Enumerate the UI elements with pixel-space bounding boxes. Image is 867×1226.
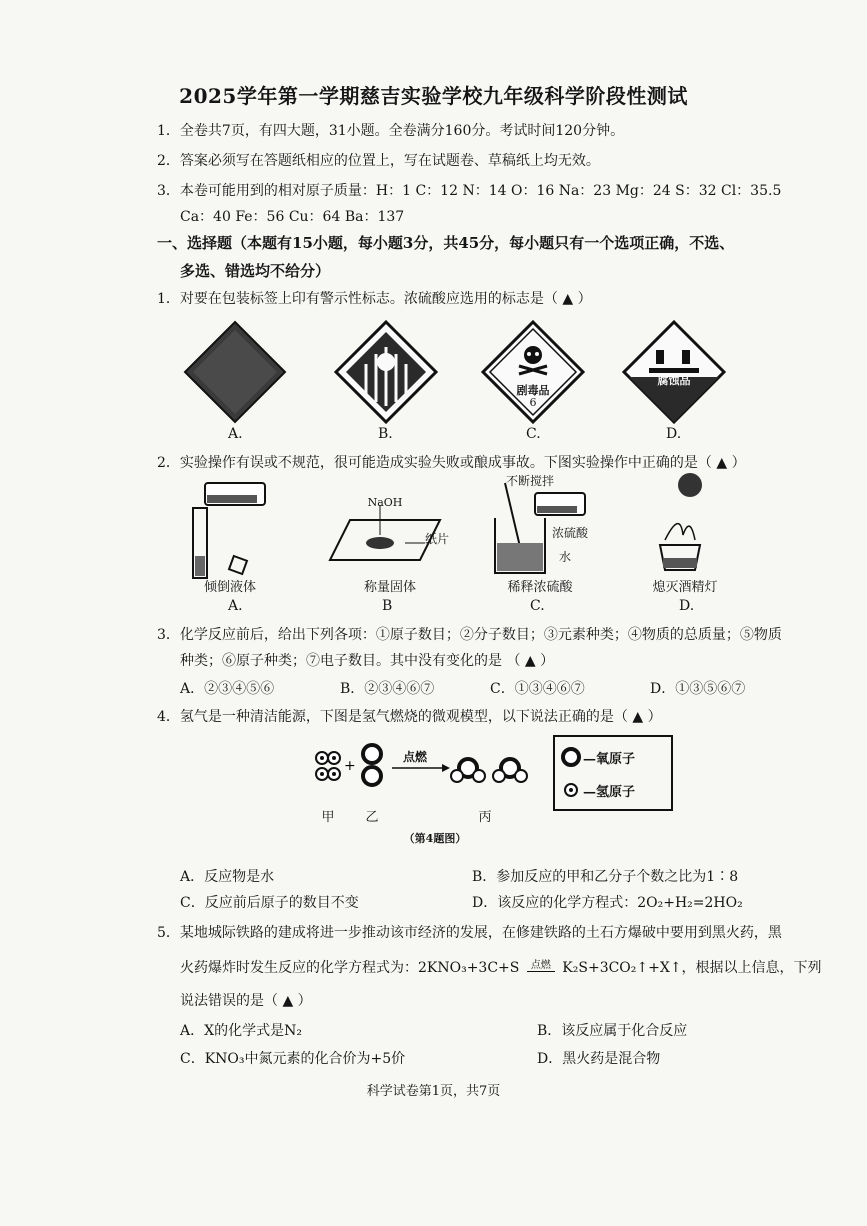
section-heading-cont: 多选、错选均不给分） xyxy=(180,262,331,280)
q5-option-c[interactable]: C．KNO₃中氮元素的化合价为+5价 xyxy=(180,1051,406,1067)
q1-option-a[interactable]: A. xyxy=(228,426,243,442)
q3-option-c[interactable]: C．①③④⑥⑦ xyxy=(490,681,585,697)
q5-option-b[interactable]: B．该反应属于化合反应 xyxy=(537,1023,688,1039)
q4-option-d[interactable]: D．该反应的化学方程式：2O₂+H₂=2HO₂ xyxy=(472,895,743,911)
hazard-sign-a xyxy=(185,322,285,422)
label-jia: 甲 xyxy=(321,810,335,825)
caption-lamp: 熄灭酒精灯 xyxy=(652,580,718,595)
pouring-liquid-illustration xyxy=(185,478,275,578)
q5-option-a[interactable]: A．X的化学式是N₂ xyxy=(180,1023,302,1039)
explosive-sign-b xyxy=(336,322,436,422)
q3-option-b[interactable]: B．②③④⑥⑦ xyxy=(340,681,435,697)
naoh-label: NaOH xyxy=(367,496,403,509)
caption-diluting: 稀释浓硫酸 xyxy=(507,580,573,595)
q2-option-a[interactable]: A. xyxy=(228,598,243,614)
q2-option-d[interactable]: D. xyxy=(679,598,695,614)
water-label: 水 xyxy=(558,550,571,564)
legend-oxygen: —氧原子 xyxy=(583,752,636,767)
note-1: 1．全卷共7页，有四大题，31小题。全卷满分160分。考试时间120分钟。 xyxy=(157,123,625,139)
legend-hydrogen: —氢原子 xyxy=(583,785,636,800)
q2-option-c[interactable]: C. xyxy=(530,598,545,614)
figure-caption: （第4题图） xyxy=(403,832,467,845)
corrosive-sign-text: 腐蚀品 xyxy=(657,374,691,387)
label-bing: 丙 xyxy=(478,810,492,825)
question-3-stem-cont: 种类；⑥原子种类；⑦电子数目。其中没有变化的是 （ ▲ ） xyxy=(180,653,555,669)
equation-condition: 点燃 xyxy=(527,956,555,972)
question-2-stem: 2．实验操作有误或不规范，很可能造成实验失败或酿成事故。下图实验操作中正确的是（ ▲ ） xyxy=(157,455,746,471)
note-2: 2．答案必须写在答题纸相应的位置上，写在试题卷、草稿纸上均无效。 xyxy=(157,153,600,169)
q3-option-a[interactable]: A．②③④⑤⑥ xyxy=(180,681,275,697)
svg-text:+: + xyxy=(344,758,356,774)
stir-label: 不断搅拌 xyxy=(505,474,554,488)
section-heading: 一、选择题（本题有15小题，每小题3分，共45分，每小题只有一个选项正确，不选、 xyxy=(157,234,735,252)
page-footer: 科学试卷第1页，共7页 xyxy=(366,1084,501,1099)
q3-option-d[interactable]: D．①③⑤⑥⑦ xyxy=(650,681,746,697)
q5-option-d[interactable]: D．黑火药是混合物 xyxy=(537,1051,661,1067)
toxic-sign-number: 6 xyxy=(529,396,537,409)
note-3: 3．本卷可能用到的相对原子质量：H：1 C：12 N：14 O：16 Na：23 Mg：24 S：32 Cl：35.5 xyxy=(157,183,782,199)
q1-option-c[interactable]: C. xyxy=(526,426,541,442)
paper-label: 纸片 xyxy=(424,532,449,546)
toxic-sign-text: 剧毒品 xyxy=(516,384,550,397)
caption-pouring: 倾倒液体 xyxy=(203,580,256,595)
page-title: 2025学年第一学期慈吉实验学校九年级科学阶段性测试 xyxy=(179,84,688,108)
q1-option-d[interactable]: D. xyxy=(666,426,682,442)
label-yi: 乙 xyxy=(365,810,379,825)
question-3-stem: 3．化学反应前后，给出下列各项：①原子数目；②分子数目；③元素种类；④物质的总质量；⑤物质 xyxy=(157,627,782,643)
q1-option-b[interactable]: B. xyxy=(378,426,393,442)
reaction-condition: 点燃 xyxy=(402,750,427,764)
question-5-stem-end: 说法错误的是（ ▲ ） xyxy=(180,993,312,1009)
question-4-stem: 4．氢气是一种清洁能源，下图是氢气燃烧的微观模型，以下说法正确的是（ ▲ ） xyxy=(157,709,662,725)
equation-reactants: 火药爆炸时发生反应的化学方程式为：2KNO₃+3C+S xyxy=(180,960,520,976)
q4-option-b[interactable]: B．参加反应的甲和乙分子个数之比为1∶8 xyxy=(472,869,739,885)
question-5-stem-cont xyxy=(180,956,822,977)
question-1-stem: 1．对要在包装标签上印有警示性标志。浓硫酸应选用的标志是（ ▲ ） xyxy=(157,291,592,307)
q4-option-a[interactable]: A．反应物是水 xyxy=(180,869,275,885)
acid-label: 浓硫酸 xyxy=(551,526,588,540)
equation-products: K₂S+3CO₂↑+X↑，根据以上信息，下列 xyxy=(562,960,822,976)
caption-weighing: 称量固体 xyxy=(363,580,416,595)
q2-option-b[interactable]: B xyxy=(382,598,393,614)
alcohol-lamp-illustration xyxy=(645,470,725,575)
note-3-cont: Ca：40 Fe：56 Cu：64 Ba：137 xyxy=(180,209,405,225)
question-5-stem: 5．某地城际铁路的建成将进一步推动该市经济的发展，在修建铁路的土石方爆破中要用到黑火药，黑 xyxy=(157,925,782,941)
q4-option-c[interactable]: C．反应前后原子的数目不变 xyxy=(180,895,359,911)
